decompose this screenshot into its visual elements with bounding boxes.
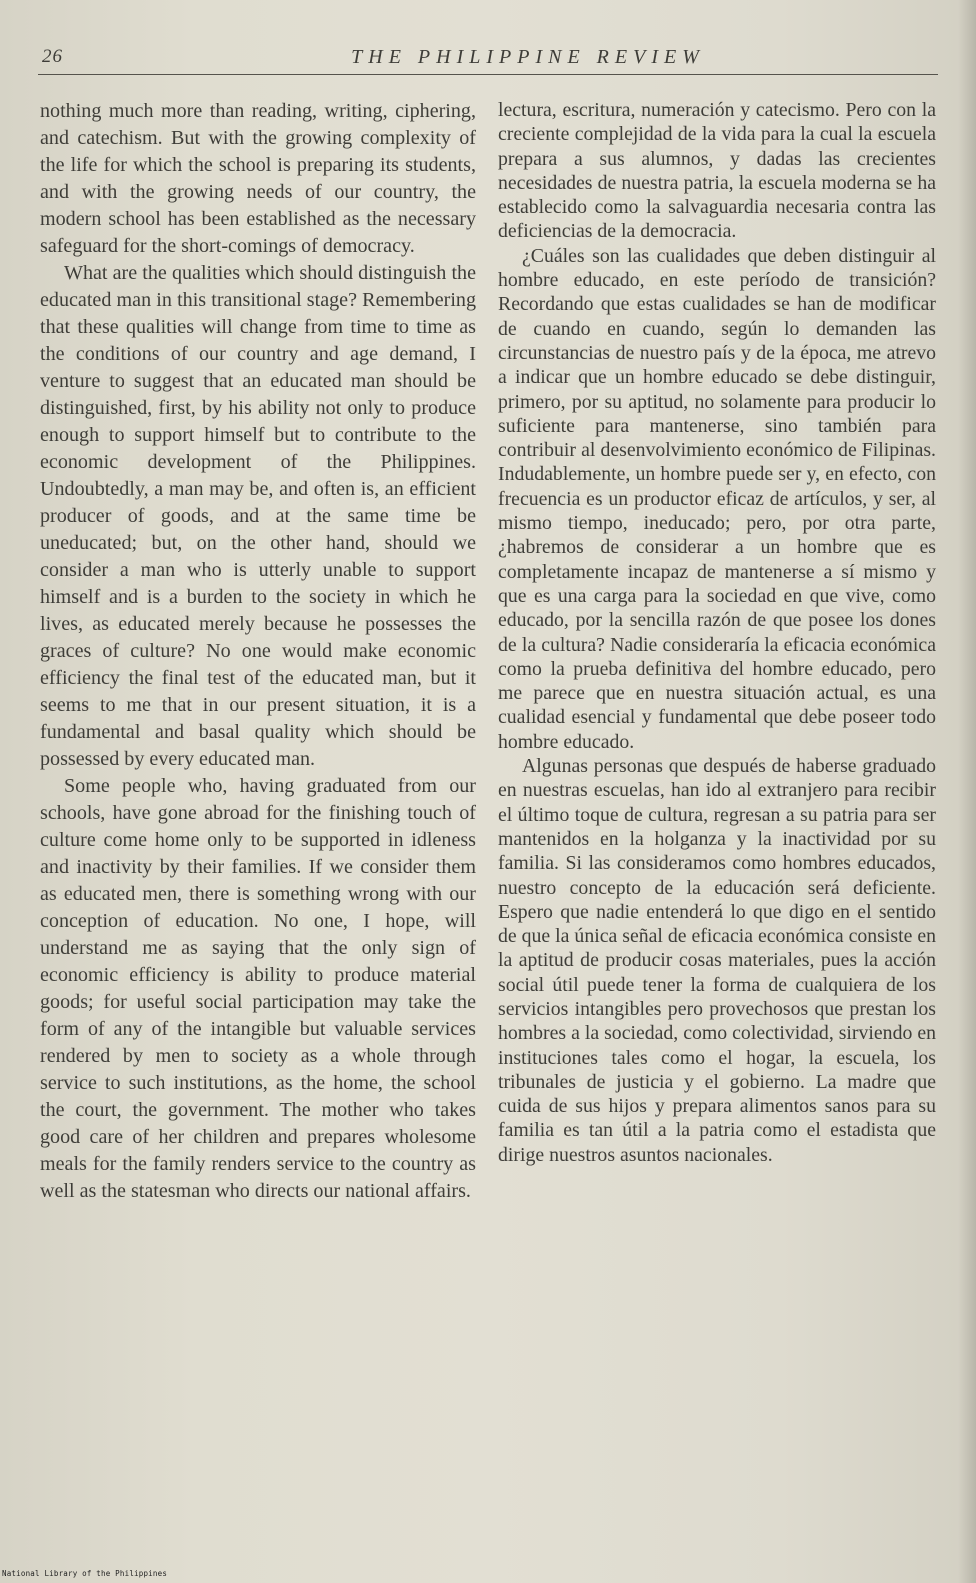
page-number: 26 — [42, 46, 63, 67]
english-column — [40, 98, 476, 1205]
spanish-paragraph-1: lectura, escritura, numeración y catecismo. Pero con la creciente complejidad de la vida para la cual la escuela prepara a sus alumnos, y dadas las crecientes necesidades de nuestra patria, la escuela moderna se ha establecido como la salvaguardia necesaria contra las deficiencias de la democracia. — [498, 99, 936, 243]
library-credit: National Library of the Philippines — [2, 1569, 168, 1578]
running-title: THE PHILIPPINE REVIEW — [351, 46, 705, 68]
spanish-paragraph-3: Algunas personas que después de haberse graduado en nuestras escuelas, han ido al extranjero para recibir el último toque de cultura, regresan a su patria para ser mantenidos en la holganza y la inactividad por su familia. Si las consideramos como hombres educados, nuestro concepto de la educación será deficiente. Espero que nadie entenderá lo que digo en el sentido de que la única señal de eficacia económica consiste en la aptitud de producir cosas materiales, pues la acción social útil puede tener la forma de cualquiera de los servicios intangibles pero provechosos que prestan los hombres a la sociedad, como colectividad, sirviendo en instituciones tales como el hogar, la escuela, los tribunales de justicia y el gobierno. La madre que cuida de sus hijos y prepara alimentos sanos para su familia es tan útil a la patria como el estadista que dirige nuestros asuntos nacionales. — [498, 755, 936, 1166]
page-edge-shadow — [958, 0, 976, 1583]
spanish-paragraph-2: ¿Cuáles son las cualidades que deben distinguir al hombre educado, en este período de transición? Recordando que estas cualidades se han de modificar de cuando en cuando, según lo demanden las circunstancias de nuestro país y de la época, me atrevo a indicar que un hombre educado se debe distinguir, primero, por su aptitud, no solamente para producir lo suficiente para mantenerse, sino también para contribuir al desenvolvimiento económico de Filipinas. Indudablemente, un hombre puede ser y, en efecto, con frecuencia es un productor eficaz de artículos, y ser, al mismo tiempo, ineducado; pero, por otra parte, ¿habremos de considerar a un hombre que es completamente incapaz de mantenerse a sí mismo y que es una carga para la sociedad en que vive, como educado, por la sencilla razón de que posee los dones de la cultura? Nadie consideraría la eficacia económica como la prueba definitiva del hombre educado, pero me parece que en nuestra situación actual, es una cualidad esencial y fundamental que debe poseer todo hombre educado. — [498, 244, 936, 753]
english-paragraph-1: nothing much more than reading, writing, ciphering, and catechism. But with the growing complexity of the life for which the school is preparing its students, and with the growing needs of our country, the modern school has been established as the necessary safeguard for the short-comings of democracy. — [40, 100, 476, 257]
english-paragraph-3: Some people who, having graduated from our schools, have gone abroad for the finishing touch of culture come home only to be supported in idleness and inactivity by their families. If we consider them as educated men, there is something wrong with our conception of education. No one, I hope, will understand me as saying that the only sign of economic efficiency is ability to produce material goods; for useful social participation may take the form of any of the intangible but valuable services rendered by men to society as a whole through service to such institutions, as the home, the school the court, the government. The mother who takes good care of her children and prepares wholesome meals for the family renders service to the country as well as the statesman who directs our national affairs. — [40, 775, 476, 1202]
page-header — [38, 46, 938, 75]
spanish-column — [498, 98, 936, 1167]
english-paragraph-2: What are the qualities which should distinguish the educated man in this transitional stage? Remembering that these qualities will change from time to time as the conditions of our country and age demand, I venture to suggest that an educated man should be distinguished, first, by his ability not only to produce enough to support himself but to contribute to the economic development of the Philippines. Undoubtedly, a man may be, and often is, an efficient producer of goods, and at the same time be uneducated; but, on the other hand, should we consider a man who is utterly unable to support himself and is a burden to the society in which he lives, as educated merely because he possesses the graces of culture? No one would make economic efficiency the final test of the educated man, but it seems to me that in our present situation, it is a fundamental and basal quality which should be possessed by every educated man. — [40, 262, 476, 770]
